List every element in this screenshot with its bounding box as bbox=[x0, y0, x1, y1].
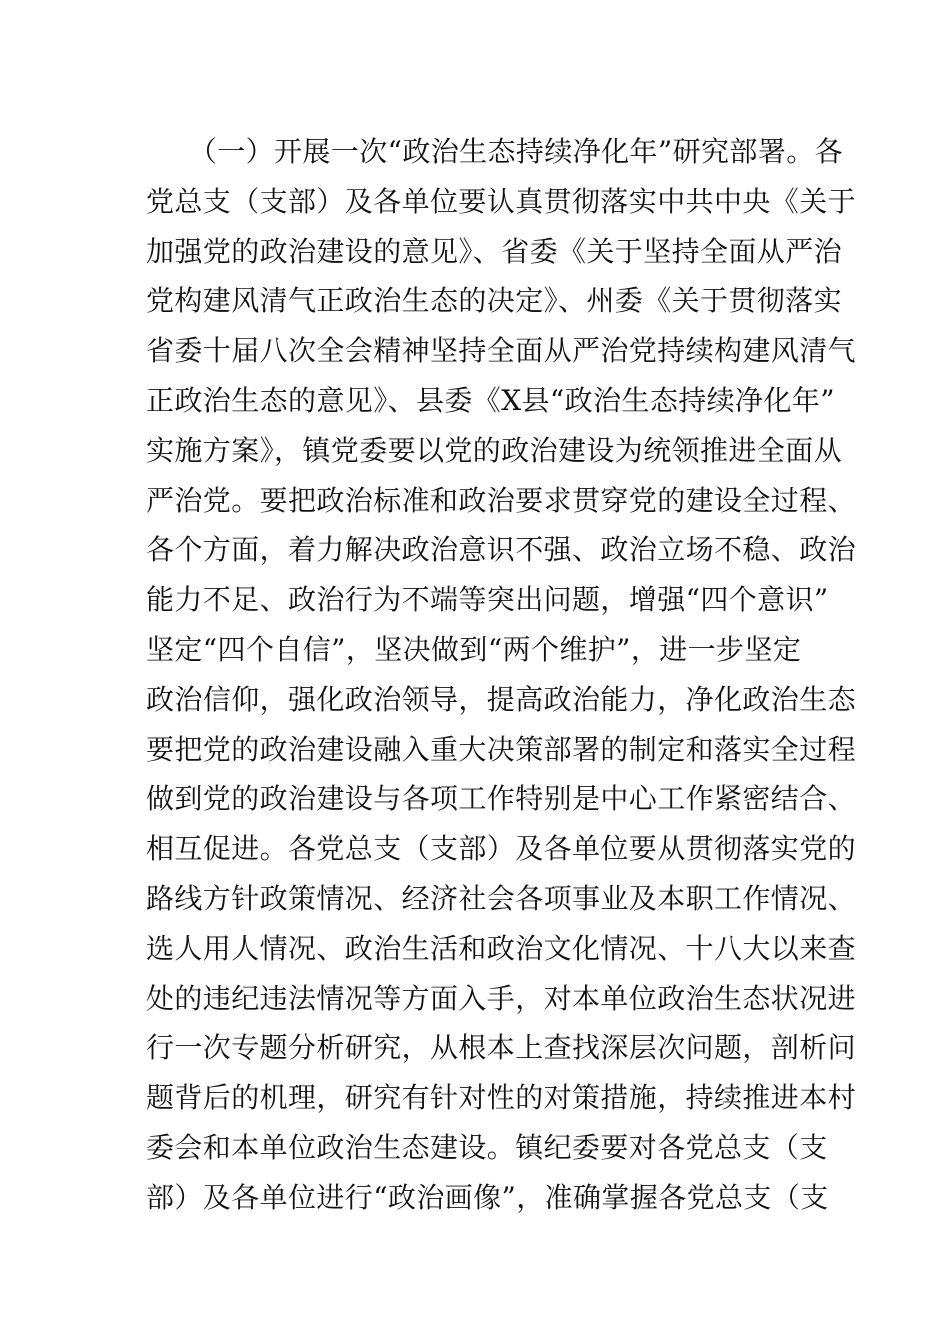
paragraph-line-4: 党构建风清气正政治生态的决定》、州委《关于贯彻落实 bbox=[146, 284, 843, 318]
paragraph-line-14: 做到党的政治建设与各项工作特别是中心工作紧密结合、 bbox=[146, 782, 857, 816]
paragraph-line-13: 要把党的政治建设融入重大决策部署的制定和落实全过程 bbox=[146, 732, 857, 766]
paragraph-line-19: 行一次专题分析研究，从根本上查找深层次问题，剖析问 bbox=[146, 1031, 857, 1065]
paragraph-line-11: 坚定“四个自信”，坚决做到“两个维护”，进一步坚定 bbox=[146, 632, 802, 666]
paragraph-line-12: 政治信仰，强化政治领导，提高政治能力，净化政治生态 bbox=[146, 682, 857, 716]
paragraph-line-7: 实施方案》，镇党委要以党的政治建设为统领推进全面从 bbox=[146, 433, 843, 467]
body-paragraph bbox=[146, 127, 857, 1223]
paragraph-line-15: 相互促进。各党总支（支部）及各单位要从贯彻落实党的 bbox=[146, 832, 857, 866]
paragraph-line-18: 处的违纪违法情况等方面入手，对本单位政治生态状况进 bbox=[146, 981, 857, 1015]
paragraph-line-3: 加强党的政治建设的意见》、省委《关于坚持全面从严治 bbox=[146, 234, 843, 268]
paragraph-line-21: 委会和本单位政治生态建设。镇纪委要对各党总支（支 bbox=[146, 1130, 828, 1164]
paragraph-line-1: （一）开展一次“政治生态持续净化年”研究部署。各 bbox=[146, 135, 844, 168]
paragraph-line-8: 严治党。要把政治标准和政治要求贯穿党的建设全过程、 bbox=[146, 483, 857, 517]
paragraph-line-20: 题背后的机理，研究有针对性的对策措施，持续推进本村 bbox=[146, 1081, 857, 1115]
paragraph-line-5: 省委十届八次全会精神坚持全面从严治党持续构建风清气 bbox=[146, 334, 857, 368]
paragraph-line-17: 选人用人情况、政治生活和政治文化情况、十八大以来查 bbox=[146, 931, 857, 965]
paragraph-line-9: 各个方面，着力解决政治意识不强、政治立场不稳、政治 bbox=[146, 533, 857, 567]
paragraph-line-22: 部）及各单位进行“政治画像”，准确掌握各党总支（支 bbox=[146, 1180, 829, 1214]
paragraph-line-2: 党总支（支部）及各单位要认真贯彻落实中共中央《关于 bbox=[146, 184, 857, 218]
paragraph-line-10: 能力不足、政治行为不端等突出问题，增强“四个意识” bbox=[146, 583, 829, 617]
paragraph-line-6: 正政治生态的意见》、县委《X县“政治生态持续净化年” bbox=[146, 383, 835, 417]
paragraph-line-16: 路线方针政策情况、经济社会各项事业及本职工作情况、 bbox=[146, 881, 857, 915]
